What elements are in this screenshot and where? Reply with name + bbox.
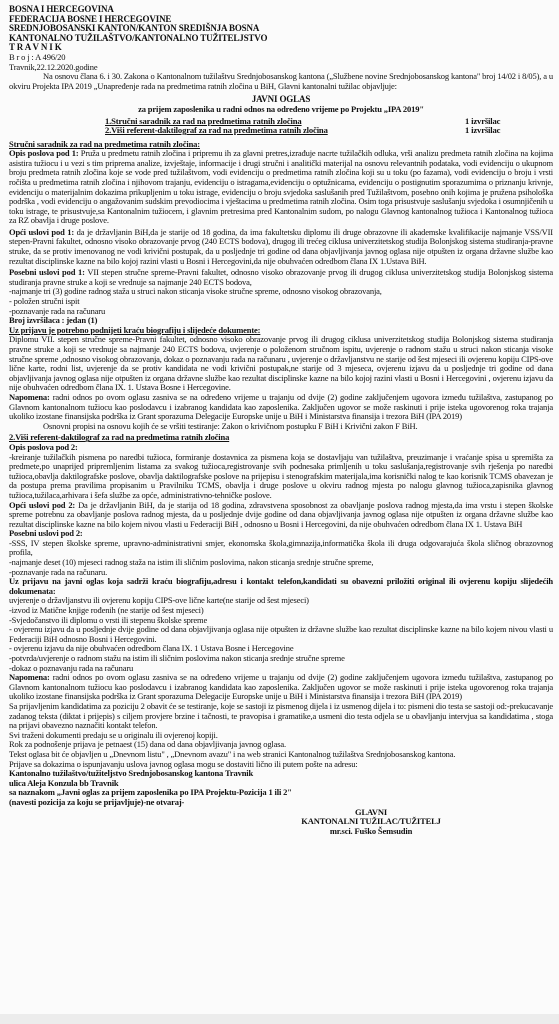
position-count: 1 izvršilac [465,115,501,126]
section1-documents-heading: Uz prijavu je potrebno podnijeti kraću biografiju i slijedeće dokumente: [9,324,261,335]
section2-testing-text: Sa prijavljenim kandidatima za poziciju 2 obavit će se testiranje, koje se sastoji iz pismenog dijela i iz usmenog dijela i to: pismeni dio testa se sastoji od:-prekucavanje zadanog teksta (diktat i prijepis) s ciljem provjere brzine i tačnosti, te pravopisa i gramatike,a usmeni dio testa odjela se u obavljanju intervjua sa kandidatima , stoga na prijavi obavezno naznačiti kontakt telefon. [9,700,553,731]
position-count: 1 izvršilac [465,125,501,136]
section2-description-label: Opis poslova pod 2: [9,441,78,452]
section1-note [9,393,553,422]
list-item: - položen stručni ispit [9,296,80,307]
list-item: -izvod iz Matične knjige rođenih (ne starije od šest mjeseci) [9,605,204,616]
section2-documents-heading: Uz prijavu na javni oglas koja sadrži kraću biografiju,adresu i kontakt telefon,kandidati su obavezni priložiti original ili ovjerenu kopiju slijedećih dokumenata: [9,576,553,596]
section2-general-label: Opći uslovi pod 2: [9,499,76,510]
section1-heading: Stručni saradnik za rad na predmetima ratnih zločina: [9,138,200,149]
list-item: -dokaz o poznavanju rada na računaru [9,662,134,673]
header-federation: FEDERACIJA BOSNE I HERCEGOVINE [9,13,172,24]
section2-special-text: -SSS, IV stepen školske spreme, upravno-administrativni smjer, ekonomska škola,gimnazija,informatička škola ili druga odgovarajuća škola sličnog obrazovnog profila, [9,537,553,558]
section1-special-text: VII stepen stručne spreme-Pravni fakultet, odnosno visoko obrazovanje prvog ili drugog ciklusa univerzitetskog studija Bolonjskog sistema studiranja pravne struke a koji se vrednuje sa najmanje 240 ECTS bodova, [9,267,554,287]
document-date: Travnik,22.12.2020.godine [9,61,98,72]
deadline-text: Rok za podnošenje prijava je petnaest (15) dana od dana objavljivanja javnog oglasa. [9,739,287,750]
list-item: -potvrda/uvjerenje o radnom stažu na istim ili sličnim poslovima nakon sticanja srednje stručne spreme [9,653,345,663]
address-line: ulica Aleja Konzula bb Travnik [9,777,119,788]
section1-description-text: Pruža u predmetu ratnih zločina i pripremu ih za glavni pretres,izrađuje nacrte tužilačkih odluka, vrši analizu predmeta ratnih zločina na kojima asistira tužiocu i u vezi s tim priprema analize, izvještaje, informacije i drugi stručni i analitički materijal na osnovu relevantnih podataka, vodi evidenciju o ukupnom broju predmeta ratnih zločina koje se vode pred tužilaštvom, vodi evidenciju o predmetima ratnih zločina koji su u toku (po fazama), vodi evidenciju o broju i vrsti ročišta u predmetima ratnih zločina i njihovom trajanju, evidenciju o istragama,evidenciju o optužnicama, evidenciju o postignutim sporazumima o priznanju krivnje, evidenciju o materijalnim dokazima prikupljenim u toku istrage, evidenciju o broju svjedoka saslušanih pred Tužilaštvom, posebno onih kojima je pružena psihološka podrška , vodi evidenciju o angažovanim sudskim prevodiocima i vještacima u predmetima ratnih zločina. Osim toga prisustvuje saslušanju svjedoka i osumnjičenih u toku istrage, te prisustvuje,sa Kantonalnim tužiocem, i glavnim pretresima pred Kantonalnim sudom, po nalogu Glavnog kantonalnog tužioca i Kantonalnog tužioca za RZ obavlja i druge poslove. [9,148,553,226]
signature-name: mr.sci. Fuško Šemsudin [329,825,413,836]
page-bottom-edge [0,1014,559,1024]
section1-special-label: Posebni uslovi pod 1: [9,267,85,278]
header-prosecutor-office: KANTONALNO TUŽILAŠTVO/KANTONALNO TUŽITELJSTVO [9,32,268,43]
address-line: sa naznakom „Javni oglas za prijem zaposlenika po IPA Projektu-Pozicija 1 ili 2" [9,787,292,798]
document-subtitle: za prijem zaposlenika u radni odnos na određeno vrijeme po Projektu „IPA 2019" [138,103,424,114]
signature-title: GLAVNI [354,806,387,817]
section1-general-conditions [9,228,553,266]
signature-block [189,808,553,837]
section1-special-conditions [9,268,553,287]
address-line: Kantonalno tužilaštvo/tužiteljstvo Srednjobosanskog kantona Travnik [9,768,254,779]
intro-paragraph: Na osnovu člana 6. i 30. Zakona o Kantonalnom tužilaštvu Srednjobosanskog kantona („Službene novine Srednjobosanskog kantona" broj 14/02 i 8/05), a u okviru Projekta IPA 2019 „Unapređenje rada na predmetima ratnih zločina u BiH, Glavni kantonalni tužilac objavljuje: [9,71,553,91]
list-item: uvjerenje o državljanstvu ili ovjerenu kopiju CIPS-ove lične karte(ne starije od šest mjeseci) [9,595,309,606]
position-label: 2.Viši referent-daktilograf za rad na predmetima ratnih zločina [105,125,328,136]
list-item: -Svjedočanstvo ili diplomu o vrsti ili stepenu školske spreme [9,614,208,625]
position-row [9,126,553,136]
list-item: -najmanje tri (3) godine radnog staža u struci nakon sticanja visoke stručne spreme, odnosno visokog obrazovanja, [9,286,382,297]
section1-description-label: Opis poslova pod 1: [9,148,79,159]
section1-documents-text: Diplomu VII. stepen stručne spreme-Pravni fakultet, odnosno visoko obrazovanje prvog ili drugog ciklusa univerzitetskog studija Bolonjskog sistema studiranja pravne struke a koji se vrednuje sa najmanje 240 ECTS bodova, uvjerenje o položenom stručnom ispitu, uvjerenje o radnom stažu u struci nakon sticanja visoke stručne spreme ,odnosno visokog obrazovanja, dokaz o poznavanju rada na računaru , uvjerenje o državljanstvu ne starije od šest mjeseci ili ovjerenu kopiju CIPS-ove lične karte, rodni list, uvjerenje da se protiv kandidata ne vodi krivični postupak,ne starije od 3 mjeseca, ovjerenu izjavu da u posljednje tri godine od dana objavljivanja javnog oglasa nije otpušten iz organa državne službe kao rezultat disciplinske kazne na bilo kojoj razini vlasti u Bosni i Hercegovini , ovjerenu izjavu da nije obuhvaćen odredbom člana IX. 1. Ustava Bosne i Hercegovine. [9,334,553,393]
section2-note-label: Napomena: [9,672,50,683]
section1-executor-count: Broj izvršilaca : jedan (1) [9,315,98,326]
section2-general-text: Da je državljanin BiH, da je starija od 18 godina, zdravstvena sposobnost za obavljanje poslova radnog mjesta,da ima vrstu i stepen školske spreme potrebnu za obavljanje poslova radnog mjesta, da u posljednje dvije godine od dana objavljivanja javnog oglasa nije otpušten iz organa državne službe kao rezultat disciplinske kazne na bilo kojem nivou vlasti u Federaciji BiH , odnosno u Bosni i Hercegovini, da nije obuhvaćen odredbom člana IX 1. Ustava BiH [9,499,553,529]
submission-text: Prijave sa dokazima o ispunjavanju uslova javnog oglasa mogu se dostaviti lično ili putem pošte na adresu: [9,758,358,769]
section1-general-label: Opći uslovi pod 1: [9,226,75,237]
list-item: - ovjerenu izjavu da u posljednje dvije godine od dana objavljivanja oglasa nije otpušten iz državne službe kao rezultat disciplinske kazne na bilo kojem nivou vlasti u Federaciji BiH odnosno Bosni i Hercegovini. [9,624,553,644]
list-item: -poznavanje rada na računaru [9,305,106,316]
list-item: - ovjerenu izjavu da nije obuhvaćen odredbom člana IX. 1 Ustava Bosne i Hercegovine [9,643,294,654]
section2-description-text: -kreiranje tužilačkih pismena po naredbi tužioca, formiranje dostavnica za pismena koja se dostavljaju van tužilaštva, preuzimanje i vraćanje spisa u spremišta za predmete,po unaprijed pripremljenim listama za svakog tužioca,registrovanje svih podnesaka primljenih u toku saslušanja,registrovanje svih rješenja po naredbi tužioca,obavlja daktilografske poslove, obavlja daktilografske poslove na prijepisu i stenografskim materijala,ima korisnički nalog te kao korisnik TCMS obavezan je da postupa prema pravilima propisanim u Pravilniku TCMS, obavlja i druge poslove u okviru radnog mjesta po nalogu glavnog tužioca,zapisnika glavnog tužioca,tužilaca,arhivara i šefa službe za opće, administrativno-tehničke poslove. [9,451,553,500]
signature-position: KANTONALNI TUŽILAC/TUŽITELJ [301,816,441,827]
header-country: BOSNA I HERCEGOVINA [9,4,114,14]
section2-heading: 2.Viši referent-daktilograf za rad na predmetima ratnih zločina [9,432,230,443]
section2-special-label: Posebni uslovi pod 2: [9,528,83,539]
section1-note-label: Napomena: [9,391,50,402]
list-item: -najmanje deset (10) mjeseci radnog staža na istim ili sličnim poslovima, nakon sticanja srednje stručne spreme, [9,557,374,568]
publication-text: Tekst oglasa bit će objavljen u „Dnevnom listu" , „Dnevnom avazu" i na web stranici Kantonalnog tužilaštva Srednjobosanskog kantona. [9,748,456,759]
section2-note [9,673,553,702]
reference-number: B r o j : A 496/20 [9,51,66,62]
section1-testing-regulations: Osnovni propisi na osnovu kojih će se vršiti testiranje: Zakon o krivičnom postupku F BiH i Krivični zakon F BiH. [43,420,418,431]
position-label: 1.Stručni saradnik za rad na predmetima ratnih zločina [105,115,302,126]
section1-note-text: radni odnos po ovom oglasu zasniva se na određeno vrijeme u trajanju od dvije (2) godine zaključenjem ugovora između tužilaštva, zastupanog po Glavnom kantonalnom tužiocu kao poslodavcu i izabranog kandidata kao zaposlenika. Zaključen ugovor se može raskinuti i prije isteka ugovorenog roka trajanja ukoliko izostane finansijska podrška iz Grant sporazuma Delegacije Europske unije u BiH i Ministarstva finansija i trezora BiH (IPA 2019) [9,391,553,422]
section1-general-text: da je državljanin BiH,da je starije od 18 godina, da ima fakultetsku diplomu ili druge obrazovne ili akademske kvalifikacije najmanje VSS/VII stepen-Pravni fakultet, odnosno visoko obrazovanje prvog (240 ECTS bodova), drugog ili trećeg ciklusa univerzitetskog studija Bolonjskog sistema studiranja-pravne struke, da se protiv imenovanog ne vodi krivični postupak, da u posljednje tri godine od dana objavljivanja javnog oglasa nije otpušten iz organa državne službe kao rezultat disciplinske kazne na bilo kojoj razini vlasti u Bosni i Hercegovini,da nije obuhvaćen odredbom člana IX 1.Ustava BiH. [9,226,553,266]
document-title: JAVNI OGLAS [251,94,311,105]
section1-description [9,149,553,226]
header-canton: SREDNJOBOSANSKI KANTON/KANTON SREDIŠNJA BOSNA [9,23,260,34]
header-city: T R A V N I K [9,42,62,53]
address-line: (navesti pozicija za koju se prijavljuje)-ne otvaraj- [9,796,185,807]
section2-general-conditions [9,501,553,530]
documents-original-note: Svi traženi dokumenti predaju se u originalu ili ovjerenoj kopiji. [9,729,218,740]
institution-header [9,5,553,53]
section2-note-text: radni odnos po ovom oglasu zasniva se na određeno vrijeme u trajanju od dvije (2) godine zaključenjem ugovora između tužilaštva, zastupanog po Glavnom kantonalnom tužiocu kao poslodavcu i izabranog kandidata kao zaposlenika. Zaključen ugovor se može raskinuti i prije isteka ugovorenog roka trajanja ukoliko izostane finansijska podrška iz Grant sporazuma Delegacije Europske unije u BiH i Ministarstva finansija i trezora BiH (IPA 2019) [9,672,553,702]
list-item: -poznavanje rada na računaru. [9,566,108,577]
